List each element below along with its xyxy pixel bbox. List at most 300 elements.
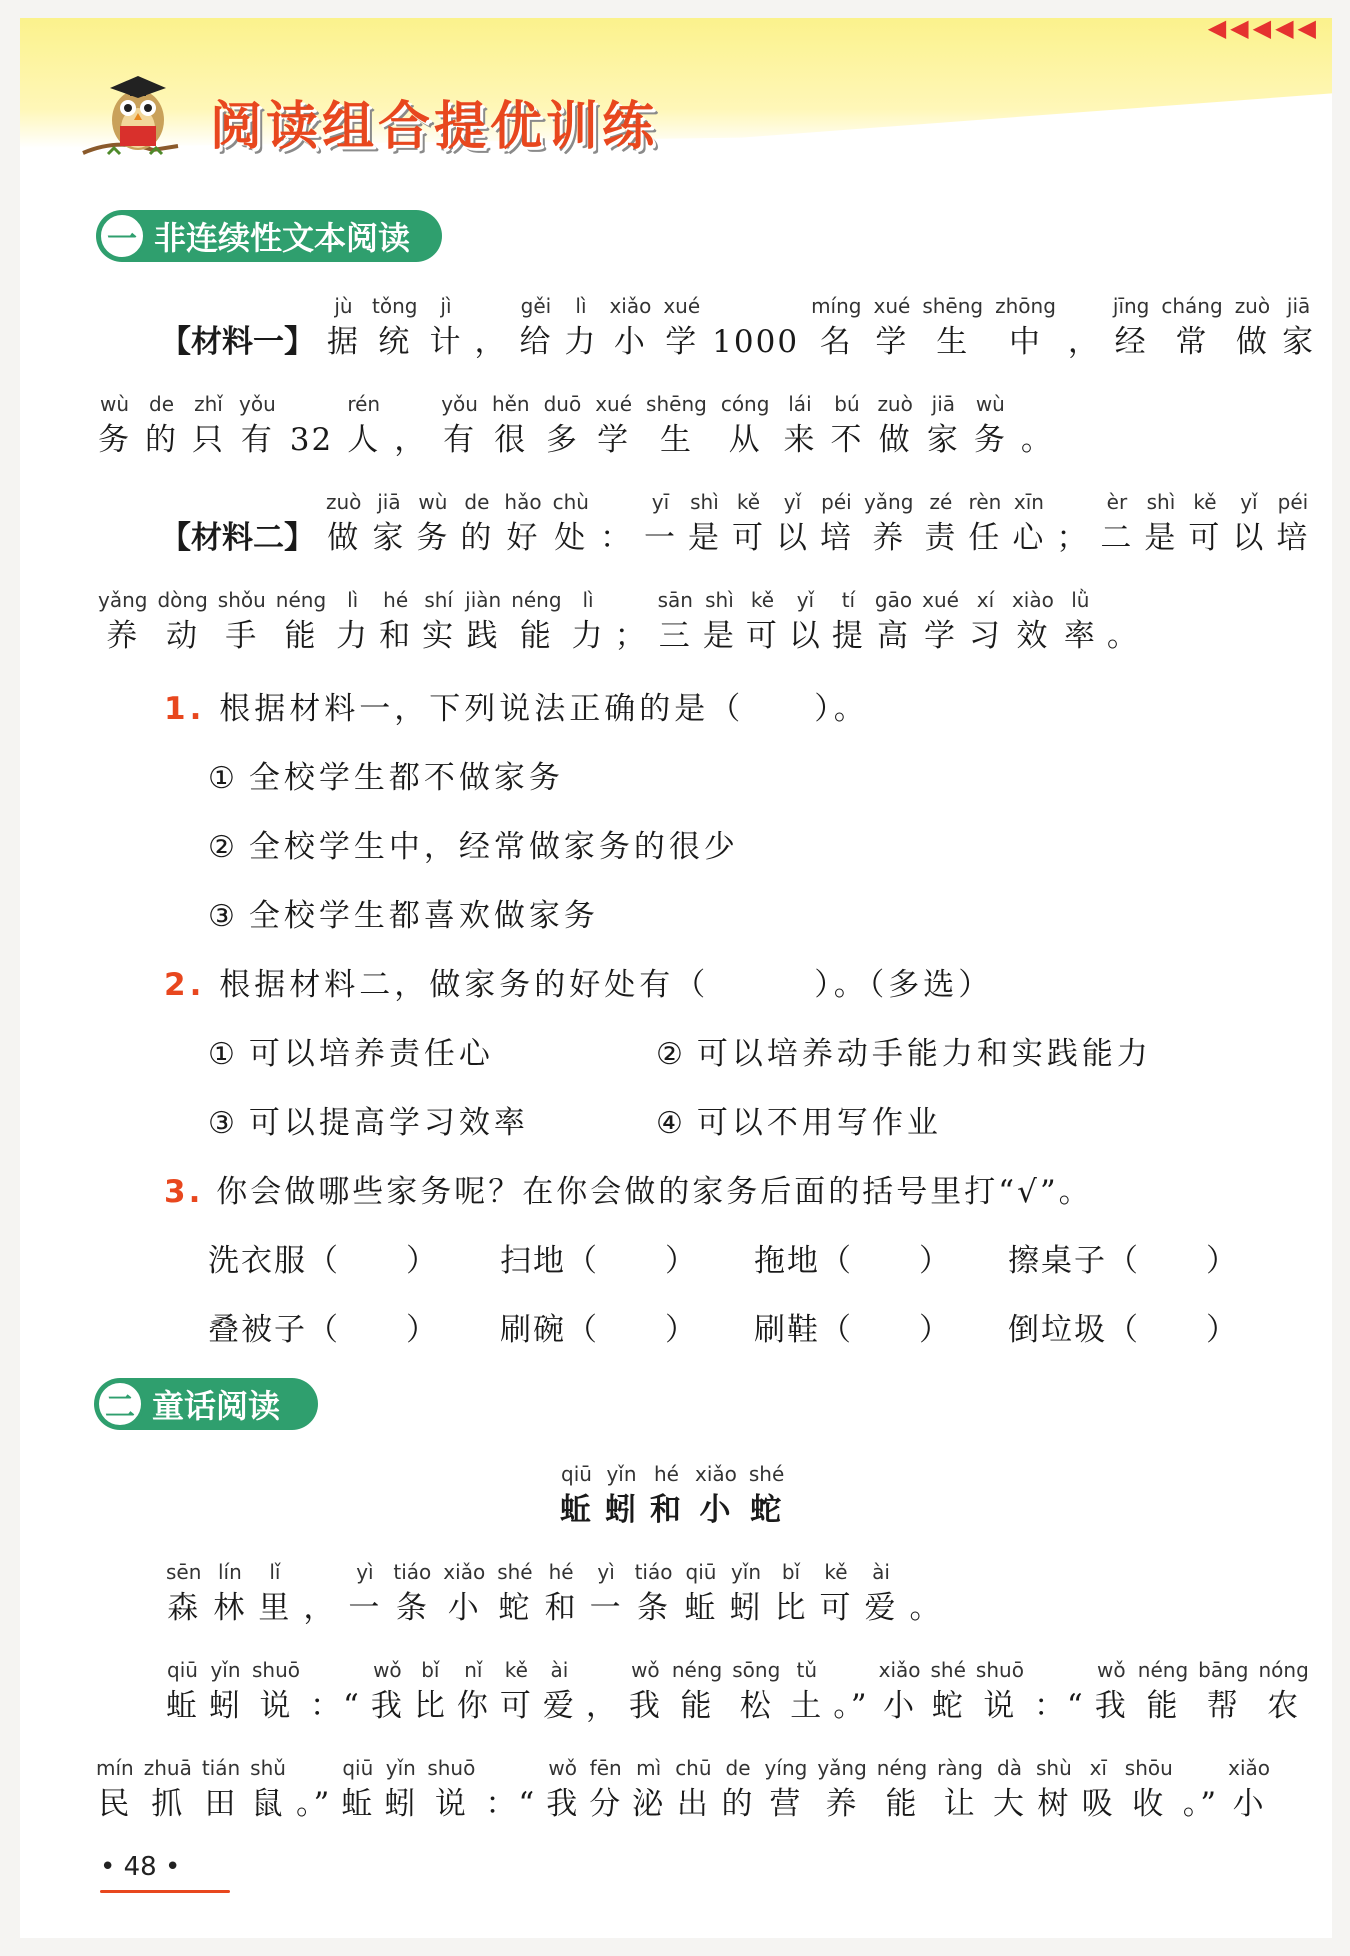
hanzi: 经 (1114, 324, 1148, 360)
hanzi: 心 (1012, 520, 1046, 556)
page-number: • 48 • (100, 1852, 181, 1882)
question-text: 根据材料一，下列说法正确的是（ ）。 (219, 691, 869, 727)
hanzi: 责 (924, 520, 958, 556)
hanzi: 吸 (1081, 1786, 1115, 1822)
section-label: 童话阅读 (152, 1387, 281, 1425)
hanzi: 学 (924, 618, 958, 654)
hanzi: 二 (1100, 520, 1134, 556)
option-mark: ② (208, 830, 235, 865)
option-text: 可以培养动手能力和实践能力 (696, 1036, 1152, 1072)
char-unit (560, 1460, 593, 1532)
pinyin: shù (1036, 1756, 1072, 1780)
pinyin: hé (548, 1560, 574, 1584)
pinyin: kě (750, 588, 775, 612)
hanzi: 手 (225, 618, 259, 654)
pinyin: de (725, 1756, 751, 1780)
char-unit (937, 1754, 983, 1826)
hanzi: 林 (213, 1590, 247, 1626)
char-unit (213, 1558, 246, 1630)
pinyin: xué (873, 294, 911, 318)
hanzi: 人 (347, 422, 381, 458)
char-unit (310, 1656, 361, 1728)
char-unit (703, 586, 736, 658)
char-unit (995, 292, 1056, 364)
pinyin: cóng (720, 392, 770, 416)
q2-option-4[interactable] (656, 1097, 942, 1142)
char-unit (1235, 292, 1270, 364)
char-unit (922, 586, 959, 658)
pinyin: jīng (1112, 294, 1150, 318)
pinyin: wǒ (631, 1658, 660, 1682)
pinyin: zé (929, 490, 953, 514)
hanzi: 据 (327, 324, 360, 360)
pinyin: yǒu (441, 392, 478, 416)
hanzi: 田 (204, 1786, 238, 1822)
char-unit (658, 586, 693, 658)
pinyin: hěn (491, 392, 530, 416)
hanzi: 和 (650, 1492, 683, 1528)
chore-wipe-table[interactable]: 擦桌子（ ） (1008, 1243, 1239, 1279)
hanzi: 的 (145, 422, 178, 458)
hanzi: ， (303, 1590, 337, 1626)
hanzi: 践 (466, 618, 500, 654)
hanzi: 蛇 (498, 1590, 532, 1626)
pinyin: hé (383, 588, 409, 612)
char-unit (416, 488, 449, 560)
hanzi: 条 (637, 1590, 671, 1626)
char-unit (1064, 586, 1097, 658)
hanzi: 三 (658, 618, 692, 654)
q1-option-2[interactable] (208, 821, 739, 866)
pinyin: bú (834, 392, 860, 416)
hanzi: 收 (1132, 1786, 1166, 1822)
hanzi: 可 (819, 1590, 853, 1626)
material2-line2 (98, 586, 1140, 658)
pinyin: de (464, 490, 490, 514)
question-number: 2. (164, 967, 206, 1003)
chore-mop-floor[interactable]: 拖地（ ） (754, 1243, 952, 1279)
pinyin: shí (424, 588, 453, 612)
char-unit (927, 390, 960, 462)
pinyin: shēng (922, 294, 984, 318)
pinyin: cháng (1161, 294, 1223, 318)
char-unit (1012, 488, 1045, 560)
pinyin: néng (275, 588, 327, 612)
pinyin: lì (347, 588, 359, 612)
hanzi: 蚯 (560, 1492, 593, 1528)
pinyin: xué (663, 294, 701, 318)
char-unit (875, 586, 912, 658)
hanzi: 土 (790, 1688, 824, 1724)
pinyin: rèn (968, 490, 1002, 514)
char-unit (832, 586, 865, 658)
char-unit (600, 488, 633, 560)
char-unit (202, 1754, 240, 1826)
char-unit (746, 586, 779, 658)
pinyin: kě (736, 490, 761, 514)
char-unit (1056, 488, 1089, 560)
char-unit (157, 586, 207, 658)
char-unit (553, 488, 589, 560)
char-unit (258, 1558, 291, 1630)
pinyin: míng (811, 294, 862, 318)
pinyin: lì (575, 294, 587, 318)
hanzi: 。 (1106, 618, 1140, 654)
char-unit (688, 488, 721, 560)
char-unit (969, 586, 1002, 658)
hanzi: 能 (1146, 1688, 1180, 1724)
hanzi: 培 (819, 520, 853, 556)
pinyin: bǐ (781, 1560, 801, 1584)
option-text: 全校学生都喜欢做家务 (248, 898, 599, 934)
pinyin: jiā (1286, 294, 1311, 318)
char-unit (497, 1558, 532, 1630)
char-unit (145, 390, 178, 462)
hanzi: 力 (564, 324, 598, 360)
material1-label: 【材料一】 (160, 324, 315, 360)
pinyin: yì (356, 1560, 374, 1584)
char-unit (239, 390, 276, 462)
option-text: 全校学生都不做家务 (248, 760, 564, 796)
pinyin: qiū (685, 1560, 717, 1584)
char-unit (144, 1754, 192, 1826)
pinyin: chù (552, 490, 589, 514)
pinyin: jì (440, 294, 452, 318)
char-unit (250, 1754, 286, 1826)
pinyin: zhōng (995, 294, 1056, 318)
char-unit (993, 1754, 1026, 1826)
hanzi: 松 (739, 1688, 773, 1724)
q2-option-1[interactable] (208, 1028, 494, 1073)
pinyin: jiā (377, 490, 401, 514)
option-mark: ③ (208, 899, 235, 934)
pinyin: ài (550, 1658, 569, 1682)
option-mark: ① (208, 1037, 235, 1072)
char-unit (546, 1754, 579, 1826)
char-unit (783, 390, 816, 462)
pinyin: chū (675, 1756, 712, 1780)
char-unit (474, 292, 507, 364)
hanzi: 任 (968, 520, 1002, 556)
story-line-2 (166, 1656, 1309, 1728)
story-line-1 (166, 1558, 942, 1630)
chore-sweep-floor[interactable]: 扫地（ ） (500, 1243, 698, 1279)
char-unit (1232, 488, 1265, 560)
hanzi: 和 (379, 618, 413, 654)
hanzi: 务 (98, 422, 131, 458)
q1-option-3[interactable] (208, 890, 599, 935)
hanzi: 。” (295, 1786, 332, 1822)
hanzi: 有 (240, 422, 274, 458)
hanzi: 做 (878, 422, 912, 458)
char-unit (931, 1656, 966, 1728)
char-unit (721, 390, 770, 462)
pinyin: yǐn (210, 1658, 241, 1682)
pinyin: wù (99, 392, 130, 416)
hanzi: 条 (395, 1590, 429, 1626)
char-unit (635, 1558, 673, 1630)
pinyin: qiū (342, 1756, 374, 1780)
hanzi: 蚯 (341, 1786, 375, 1822)
char-unit (590, 1558, 623, 1630)
pinyin: bǐ (421, 1658, 440, 1682)
hanzi: 树 (1037, 1786, 1071, 1822)
pinyin: zuò (1234, 294, 1271, 318)
pinyin: lì (582, 588, 594, 612)
char-unit (609, 292, 651, 364)
hanzi: 家 (926, 422, 960, 458)
q2-option-3[interactable] (208, 1097, 529, 1142)
hanzi: 培 (1276, 520, 1310, 556)
char-unit (1036, 1754, 1072, 1826)
hanzi: 提 (831, 618, 865, 654)
char-unit (672, 1656, 722, 1728)
hanzi: 我 (628, 1688, 662, 1724)
pinyin: néng (1137, 1658, 1189, 1682)
hanzi: 民 (98, 1786, 132, 1822)
char-unit (644, 488, 677, 560)
pinyin: nǐ (464, 1658, 483, 1682)
char-unit (1188, 488, 1221, 560)
char-unit (290, 390, 333, 462)
hanzi: 蚯 (684, 1590, 718, 1626)
pinyin: xiǎo (443, 1560, 486, 1584)
pinyin: xué (922, 588, 959, 612)
page-number-underline (100, 1890, 230, 1893)
page-title: 阅读组合提优训练 (210, 97, 659, 157)
pinyin: gāo (874, 588, 913, 612)
char-unit (427, 1754, 475, 1826)
section-header-1 (96, 210, 442, 262)
pinyin: shì (690, 490, 719, 514)
hanzi: ； (1056, 520, 1090, 556)
hanzi: 计 (429, 324, 463, 360)
arrows-decoration: ◀◀◀◀◀ (1207, 14, 1320, 42)
pinyin: shì (1146, 490, 1176, 514)
pinyin: tǒng (372, 294, 418, 318)
hanzi: 可 (745, 618, 779, 654)
char-unit (722, 1754, 755, 1826)
hanzi: ：“ (485, 1786, 537, 1822)
chore-wash-dishes[interactable]: 刷碗（ ） (500, 1312, 698, 1348)
material1-line2 (98, 390, 1054, 462)
char-unit (422, 586, 455, 658)
char-unit (372, 488, 405, 560)
option-mark: ④ (656, 1106, 683, 1141)
char-unit (732, 488, 765, 560)
char-unit (909, 1558, 942, 1630)
chore-wash-clothes[interactable]: 洗衣服（ ） (208, 1243, 439, 1279)
char-unit (414, 1656, 447, 1728)
char-unit (166, 1558, 201, 1630)
hanzi: 能 (284, 618, 318, 654)
pinyin: yǎng (98, 588, 148, 612)
hanzi: 生 (936, 324, 970, 360)
material1-line1 (160, 292, 1315, 364)
char-unit (1198, 1656, 1248, 1728)
pinyin: sōng (732, 1658, 781, 1682)
pinyin: shuō (975, 1658, 1024, 1682)
pinyin: èr (1106, 490, 1128, 514)
chore-take-out-trash[interactable]: 倒垃圾（ ） (1008, 1312, 1239, 1348)
pinyin: tiáo (634, 1560, 673, 1584)
char-unit (1183, 1754, 1218, 1826)
pinyin: yǐn (730, 1560, 762, 1584)
hanzi: ， (1067, 324, 1101, 360)
char-unit (341, 1754, 374, 1826)
pinyin: péi (821, 490, 852, 514)
char-unit (586, 1656, 619, 1728)
pinyin: hǎo (504, 490, 542, 514)
pinyin: duō (543, 392, 582, 416)
hanzi: 分 (589, 1786, 623, 1822)
char-unit (790, 1656, 823, 1728)
pinyin: zuò (326, 490, 362, 514)
pinyin: lǜ (1071, 588, 1090, 612)
char-unit (879, 1656, 921, 1728)
pinyin: shé (497, 1560, 533, 1584)
pinyin: yǒu (239, 392, 276, 416)
pinyin: xī (1089, 1756, 1107, 1780)
section-label: 非连续性文本阅读 (154, 219, 411, 257)
pinyin: yǎng (863, 490, 914, 514)
pinyin: ràng (937, 1756, 983, 1780)
char-unit (393, 1558, 431, 1630)
pinyin: bāng (1198, 1658, 1249, 1682)
pinyin: sēn (166, 1560, 202, 1584)
char-unit (789, 586, 822, 658)
option-mark: ① (208, 761, 235, 796)
hanzi: 做 (327, 520, 361, 556)
chore-brush-shoes[interactable]: 刷鞋（ ） (754, 1312, 952, 1348)
hanzi: 家 (1282, 324, 1316, 360)
pinyin: shuō (427, 1756, 476, 1780)
hanzi: 给 (519, 324, 553, 360)
option-text: 可以不用写作业 (696, 1105, 942, 1141)
pinyin: dà (997, 1756, 1022, 1780)
hanzi: 来 (783, 422, 817, 458)
char-unit (327, 292, 360, 364)
hanzi: 比 (413, 1688, 447, 1724)
pinyin: fēn (589, 1756, 622, 1780)
char-unit (336, 586, 369, 658)
q2-option-2[interactable] (656, 1028, 1152, 1073)
char-unit (650, 1460, 683, 1532)
char-unit (712, 292, 799, 364)
pinyin: zuò (877, 392, 913, 416)
char-unit (874, 292, 911, 364)
hanzi: 小 (447, 1590, 481, 1626)
char-unit (684, 1558, 717, 1630)
hanzi: 蛇 (931, 1688, 965, 1724)
pinyin: sān (657, 588, 693, 612)
q1-option-1[interactable] (208, 752, 564, 797)
hanzi: 高 (877, 618, 911, 654)
hanzi: 务 (973, 422, 1007, 458)
pinyin: yǐ (1240, 490, 1258, 514)
pinyin: yǐn (606, 1462, 637, 1486)
pinyin: yǐn (385, 1756, 416, 1780)
chore-fold-quilt[interactable]: 叠被子（ ） (208, 1312, 439, 1348)
pinyin: wù (418, 490, 448, 514)
hanzi: 是 (1144, 520, 1178, 556)
hanzi: 以 (775, 520, 809, 556)
hanzi: 我 (546, 1786, 580, 1822)
char-unit (500, 1656, 533, 1728)
char-unit (504, 488, 541, 560)
char-unit (776, 488, 809, 560)
hanzi: 常 (1175, 324, 1209, 360)
char-unit (864, 488, 913, 560)
question-text: 根据材料二，做家务的好处有（ ）。（多选） (219, 967, 994, 1003)
pinyin: néng (671, 1658, 723, 1682)
pinyin: shé (748, 1462, 785, 1486)
char-unit (564, 292, 597, 364)
pinyin: jiàn (465, 588, 502, 612)
char-unit (877, 1754, 927, 1826)
pinyin: wǒ (548, 1756, 577, 1780)
material2-line1 (160, 488, 1309, 560)
hanzi: 营 (769, 1786, 803, 1822)
hanzi: 做 (1235, 324, 1269, 360)
char-unit (544, 390, 582, 462)
hanzi: 泌 (632, 1786, 666, 1822)
char-unit (296, 1754, 331, 1826)
hanzi: ， (585, 1688, 619, 1724)
hanzi: 是 (702, 618, 736, 654)
pinyin: xué (595, 392, 633, 416)
section-number: 一 (98, 212, 146, 260)
pinyin: yíng (764, 1756, 808, 1780)
hanzi: ： (599, 520, 633, 556)
char-unit (820, 488, 853, 560)
hanzi: 说 (434, 1786, 468, 1822)
char-unit (646, 390, 707, 462)
char-unit (864, 1558, 897, 1630)
char-unit (1100, 488, 1133, 560)
hanzi: 。 (909, 1590, 943, 1626)
pinyin: yǐ (796, 588, 815, 612)
char-unit (615, 586, 648, 658)
pinyin: péi (1277, 490, 1309, 514)
pinyin: tián (201, 1756, 241, 1780)
char-unit (384, 1754, 417, 1826)
pinyin: rén (347, 392, 381, 416)
hanzi: 我 (1094, 1688, 1128, 1724)
char-unit (511, 586, 561, 658)
char-unit (276, 586, 326, 658)
hanzi: 习 (968, 618, 1002, 654)
hanzi: 森 (167, 1590, 201, 1626)
char-unit (457, 1656, 490, 1728)
hanzi: 帮 (1206, 1688, 1240, 1724)
hanzi: 1000 (712, 324, 800, 360)
story-title (560, 1460, 784, 1532)
hanzi: 鼠 (251, 1786, 285, 1822)
char-unit (1095, 1656, 1128, 1728)
char-unit (545, 1558, 578, 1630)
pinyin: kě (504, 1658, 528, 1682)
char-unit (371, 1656, 404, 1728)
char-unit (675, 1754, 711, 1826)
hanzi: 蚯 (166, 1688, 199, 1724)
pinyin: hé (654, 1462, 679, 1486)
pinyin: shuō (252, 1658, 301, 1682)
hanzi: 好 (506, 520, 540, 556)
hanzi: 我 (370, 1688, 404, 1724)
pinyin: ài (872, 1560, 890, 1584)
char-unit (379, 586, 412, 658)
